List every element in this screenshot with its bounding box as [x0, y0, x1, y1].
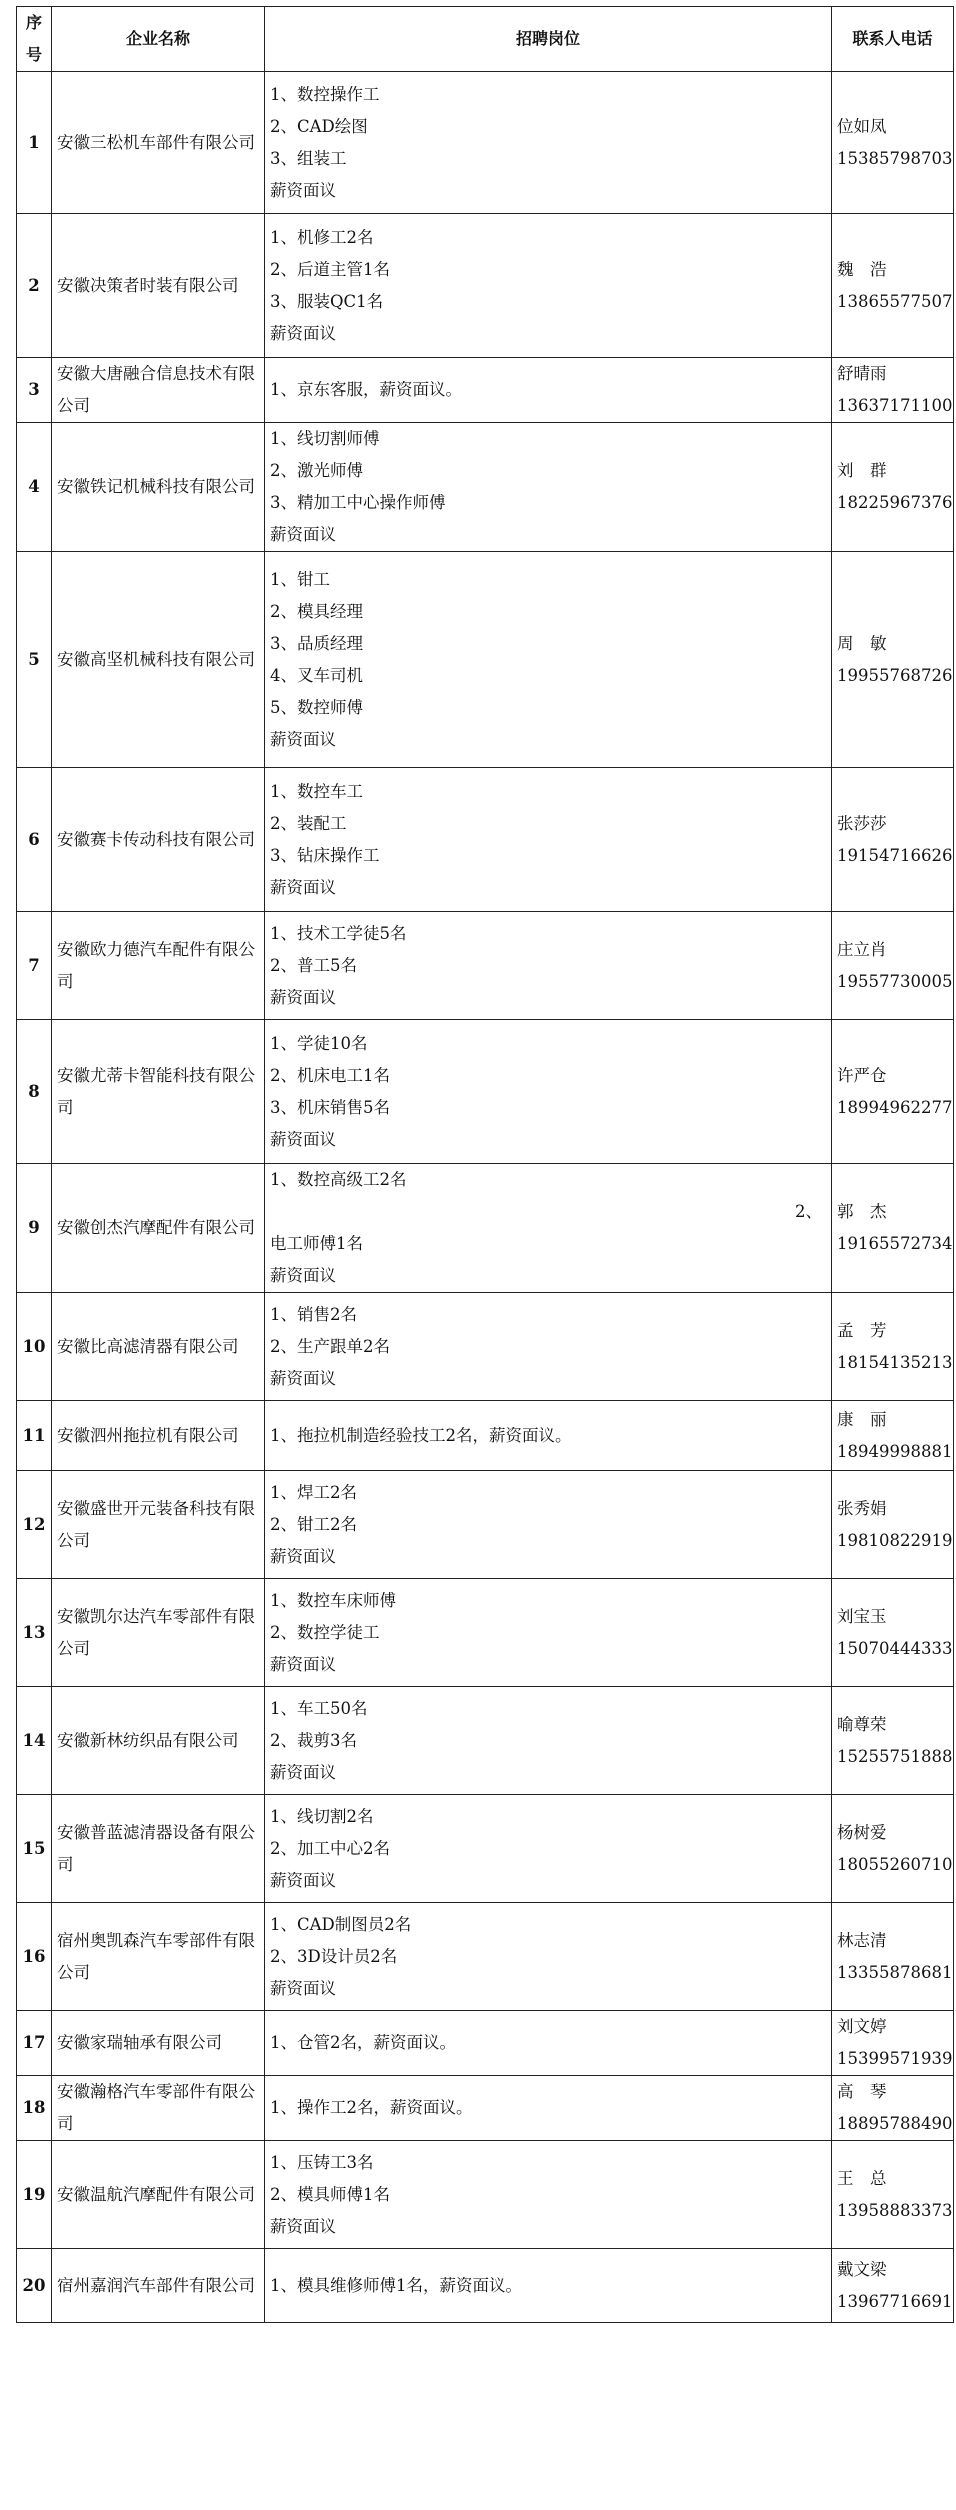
position-line: 薪资面议 — [270, 1368, 336, 1388]
contact-name: 舒晴雨 — [837, 364, 887, 383]
table-row — [17, 2011, 954, 2076]
position-line: 电工师傅1名 — [270, 1234, 363, 1253]
row-number: 14 — [17, 1687, 52, 1795]
position-line: 1、数控操作工 — [270, 84, 380, 104]
contact-cell — [832, 768, 954, 912]
table-row — [17, 1579, 954, 1687]
recruitment-table — [16, 6, 954, 2323]
contact-name: 位如凤 — [837, 116, 887, 136]
contact-name: 周 敏 — [837, 633, 887, 653]
company-name: 安徽尤蒂卡智能科技有限公司 — [52, 1020, 265, 1164]
contact-cell — [832, 423, 954, 552]
position-line: 2、生产跟单2名 — [270, 1336, 390, 1356]
row-number: 17 — [17, 2011, 52, 2076]
company-name: 安徽大唐融合信息技术有限公司 — [52, 358, 265, 423]
contact-name: 张莎莎 — [837, 813, 887, 833]
header-contact: 联系人电话 — [832, 7, 954, 72]
positions-cell — [265, 2249, 832, 2323]
contact-phone: 13865577507 — [837, 291, 953, 311]
position-line: 3、组装工 — [270, 148, 347, 168]
contact-phone: 15399571939 — [837, 2049, 953, 2068]
position-line: 1、京东客服，薪资面议。 — [270, 380, 462, 399]
positions-cell — [265, 1471, 832, 1579]
position-line: 5、数控师傅 — [270, 697, 363, 717]
position-line: 3、机床销售5名 — [270, 1097, 390, 1117]
position-line: 3、服装QC1名 — [270, 291, 384, 311]
company-name: 宿州嘉润汽车部件有限公司 — [52, 2249, 265, 2323]
position-line: 1、模具维修师傅1名，薪资面议。 — [270, 2275, 522, 2295]
position-line: 1、学徒10名 — [270, 1033, 368, 1053]
header-company: 企业名称 — [52, 7, 265, 72]
company-name: 安徽盛世开元装备科技有限公司 — [52, 1471, 265, 1579]
row-number: 5 — [17, 552, 52, 768]
contact-phone: 18055260710 — [837, 1854, 953, 1874]
row-number: 3 — [17, 358, 52, 423]
row-number: 13 — [17, 1579, 52, 1687]
contact-phone: 15385798703 — [837, 148, 953, 168]
contact-phone: 19955768726 — [837, 665, 953, 685]
position-line: 薪资面议 — [270, 1654, 336, 1674]
position-line: 2、模具经理 — [270, 601, 363, 621]
positions-cell — [265, 1164, 832, 1293]
company-name: 宿州奥凯森汽车零部件有限公司 — [52, 1903, 265, 2011]
table-row — [17, 1164, 954, 1293]
contact-cell — [832, 1471, 954, 1579]
contact-name: 刘宝玉 — [837, 1606, 887, 1626]
position-line: 2、 — [795, 1202, 822, 1221]
contact-name: 许严仓 — [837, 1065, 887, 1085]
row-number: 10 — [17, 1293, 52, 1401]
table-row — [17, 552, 954, 768]
table-row — [17, 214, 954, 358]
position-line: 1、技术工学徒5名 — [270, 923, 407, 943]
position-line: 2、装配工 — [270, 813, 347, 833]
table-row — [17, 72, 954, 214]
position-line: 1、数控高级工2名 — [270, 1170, 407, 1189]
company-name: 安徽比高滤清器有限公司 — [52, 1293, 265, 1401]
contact-cell — [832, 552, 954, 768]
table-row — [17, 1903, 954, 2011]
position-line: 1、CAD制图员2名 — [270, 1914, 412, 1934]
contact-cell — [832, 214, 954, 358]
position-line: 1、钳工 — [270, 569, 330, 589]
contact-phone: 19810822919 — [837, 1530, 953, 1550]
position-line: 薪资面议 — [270, 2216, 336, 2236]
positions-cell — [265, 1795, 832, 1903]
positions-cell — [265, 1687, 832, 1795]
table-row — [17, 1401, 954, 1471]
position-line: 2、钳工2名 — [270, 1514, 357, 1534]
contact-cell — [832, 1687, 954, 1795]
positions-cell — [265, 768, 832, 912]
contact-phone: 18949998881 — [837, 1441, 953, 1461]
contact-phone: 18154135213 — [837, 1352, 953, 1372]
company-name: 安徽家瑞轴承有限公司 — [52, 2011, 265, 2076]
position-line: 3、品质经理 — [270, 633, 363, 653]
table-row — [17, 2249, 954, 2323]
contact-name: 戴文梁 — [837, 2259, 887, 2279]
contact-phone: 13637171100 — [837, 396, 953, 415]
position-line: 薪资面议 — [270, 987, 336, 1007]
table-row — [17, 358, 954, 423]
table-row — [17, 1687, 954, 1795]
header-no: 序号 — [17, 7, 52, 72]
row-number: 15 — [17, 1795, 52, 1903]
contact-name: 庄立肖 — [837, 939, 887, 959]
contact-name: 郭 杰 — [837, 1202, 887, 1221]
contact-name: 刘文婷 — [837, 2017, 887, 2036]
contact-phone: 13967716691 — [837, 2291, 953, 2311]
row-number: 20 — [17, 2249, 52, 2323]
position-line: 薪资面议 — [270, 525, 336, 544]
company-name: 安徽三松机车部件有限公司 — [52, 72, 265, 214]
contact-phone: 19154716626 — [837, 845, 953, 865]
position-line: 1、线切割2名 — [270, 1806, 374, 1826]
position-line: 2、加工中心2名 — [270, 1838, 390, 1858]
company-name: 安徽普蓝滤清器设备有限公司 — [52, 1795, 265, 1903]
contact-cell — [832, 358, 954, 423]
company-name: 安徽赛卡传动科技有限公司 — [52, 768, 265, 912]
position-line: 3、钻床操作工 — [270, 845, 380, 865]
company-name: 安徽决策者时装有限公司 — [52, 214, 265, 358]
positions-cell — [265, 1020, 832, 1164]
contact-phone: 15255751888 — [837, 1746, 953, 1766]
row-number: 11 — [17, 1401, 52, 1471]
contact-name: 王 总 — [837, 2168, 887, 2188]
contact-cell — [832, 2141, 954, 2249]
header-row — [17, 7, 954, 72]
position-line: 薪资面议 — [270, 1870, 336, 1890]
position-line: 薪资面议 — [270, 1129, 336, 1149]
contact-name: 喻尊荣 — [837, 1714, 887, 1734]
contact-name: 张秀娟 — [837, 1498, 887, 1518]
contact-phone: 19557730005 — [837, 971, 953, 991]
position-line: 1、数控车床师傅 — [270, 1590, 396, 1610]
position-line: 1、机修工2名 — [270, 227, 374, 247]
contact-cell — [832, 2076, 954, 2141]
table-row — [17, 423, 954, 552]
positions-cell — [265, 2076, 832, 2141]
row-number: 19 — [17, 2141, 52, 2249]
contact-name: 高 琴 — [837, 2082, 887, 2101]
position-line: 4、叉车司机 — [270, 665, 363, 685]
position-line: 1、线切割师傅 — [270, 429, 380, 448]
row-number: 9 — [17, 1164, 52, 1293]
row-number: 16 — [17, 1903, 52, 2011]
position-line: 2、激光师傅 — [270, 461, 363, 480]
contact-phone: 19165572734 — [837, 1234, 953, 1253]
contact-name: 杨树爱 — [837, 1822, 887, 1842]
table-row — [17, 1020, 954, 1164]
table-row — [17, 1795, 954, 1903]
contact-cell — [832, 1903, 954, 2011]
row-number: 4 — [17, 423, 52, 552]
positions-cell — [265, 552, 832, 768]
position-line: 薪资面议 — [270, 1546, 336, 1566]
table-row — [17, 2141, 954, 2249]
table-row — [17, 768, 954, 912]
position-line: 薪资面议 — [270, 877, 336, 897]
contact-phone: 18895788490 — [837, 2114, 953, 2133]
contact-cell — [832, 2249, 954, 2323]
position-line: 2、机床电工1名 — [270, 1065, 390, 1085]
position-line: 薪资面议 — [270, 1978, 336, 1998]
row-number: 7 — [17, 912, 52, 1020]
position-line: 1、压铸工3名 — [270, 2152, 374, 2172]
position-line: 2、普工5名 — [270, 955, 357, 975]
company-name: 安徽温航汽摩配件有限公司 — [52, 2141, 265, 2249]
positions-cell — [265, 1903, 832, 2011]
table-row — [17, 2076, 954, 2141]
contact-cell — [832, 1401, 954, 1471]
row-number: 6 — [17, 768, 52, 912]
position-line: 薪资面议 — [270, 323, 336, 343]
position-line: 薪资面议 — [270, 1762, 336, 1782]
contact-cell — [832, 912, 954, 1020]
position-line: 1、车工50名 — [270, 1698, 368, 1718]
contact-phone: 15070444333 — [837, 1638, 953, 1658]
position-line: 薪资面议 — [270, 180, 336, 200]
position-line: 3、精加工中心操作师傅 — [270, 493, 446, 512]
contact-cell — [832, 1293, 954, 1401]
contact-name: 林志清 — [837, 1930, 887, 1950]
positions-cell — [265, 423, 832, 552]
positions-cell — [265, 2141, 832, 2249]
contact-cell — [832, 1164, 954, 1293]
position-line: 2、数控学徒工 — [270, 1622, 380, 1642]
company-name: 安徽新林纺织品有限公司 — [52, 1687, 265, 1795]
contact-phone: 18994962277 — [837, 1097, 953, 1117]
contact-cell — [832, 72, 954, 214]
positions-cell — [265, 214, 832, 358]
table-row — [17, 912, 954, 1020]
table-row — [17, 1293, 954, 1401]
positions-cell — [265, 72, 832, 214]
contact-phone: 18225967376 — [837, 493, 953, 512]
company-name: 安徽凯尔达汽车零部件有限公司 — [52, 1579, 265, 1687]
contact-phone: 13355878681 — [837, 1962, 953, 1982]
position-line: 1、仓管2名，薪资面议。 — [270, 2033, 456, 2052]
contact-name: 魏 浩 — [837, 259, 887, 279]
position-line: 2、后道主管1名 — [270, 259, 390, 279]
company-name: 安徽泗州拖拉机有限公司 — [52, 1401, 265, 1471]
contact-cell — [832, 1795, 954, 1903]
contact-name: 刘 群 — [837, 461, 887, 480]
company-name: 安徽瀚格汽车零部件有限公司 — [52, 2076, 265, 2141]
position-line: 薪资面议 — [270, 1266, 336, 1285]
row-number: 1 — [17, 72, 52, 214]
positions-cell — [265, 358, 832, 423]
position-line: 2、模具师傅1名 — [270, 2184, 390, 2204]
positions-cell — [265, 1401, 832, 1471]
company-name: 安徽铁记机械科技有限公司 — [52, 423, 265, 552]
contact-cell — [832, 1020, 954, 1164]
position-line: 1、数控车工 — [270, 781, 363, 801]
company-name: 安徽创杰汽摩配件有限公司 — [52, 1164, 265, 1293]
contact-cell — [832, 2011, 954, 2076]
position-line: 2、CAD绘图 — [270, 116, 368, 136]
position-line: 1、销售2名 — [270, 1304, 357, 1324]
table-row — [17, 1471, 954, 1579]
positions-cell — [265, 1293, 832, 1401]
position-line: 2、3D设计员2名 — [270, 1946, 398, 1966]
row-number: 12 — [17, 1471, 52, 1579]
row-number: 8 — [17, 1020, 52, 1164]
contact-phone: 13958883373 — [837, 2200, 953, 2220]
contact-name: 康 丽 — [837, 1409, 887, 1429]
row-number: 2 — [17, 214, 52, 358]
position-line: 薪资面议 — [270, 729, 336, 749]
position-line: 2、裁剪3名 — [270, 1730, 357, 1750]
position-line: 1、焊工2名 — [270, 1482, 357, 1502]
header-positions: 招聘岗位 — [265, 7, 832, 72]
contact-name: 孟 芳 — [837, 1320, 887, 1340]
positions-cell — [265, 2011, 832, 2076]
company-name: 安徽欧力德汽车配件有限公司 — [52, 912, 265, 1020]
contact-cell — [832, 1579, 954, 1687]
position-line: 1、操作工2名，薪资面议。 — [270, 2098, 473, 2117]
row-number: 18 — [17, 2076, 52, 2141]
positions-cell — [265, 1579, 832, 1687]
company-name: 安徽高坚机械科技有限公司 — [52, 552, 265, 768]
positions-cell — [265, 912, 832, 1020]
position-line: 1、拖拉机制造经验技工2名，薪资面议。 — [270, 1425, 572, 1445]
